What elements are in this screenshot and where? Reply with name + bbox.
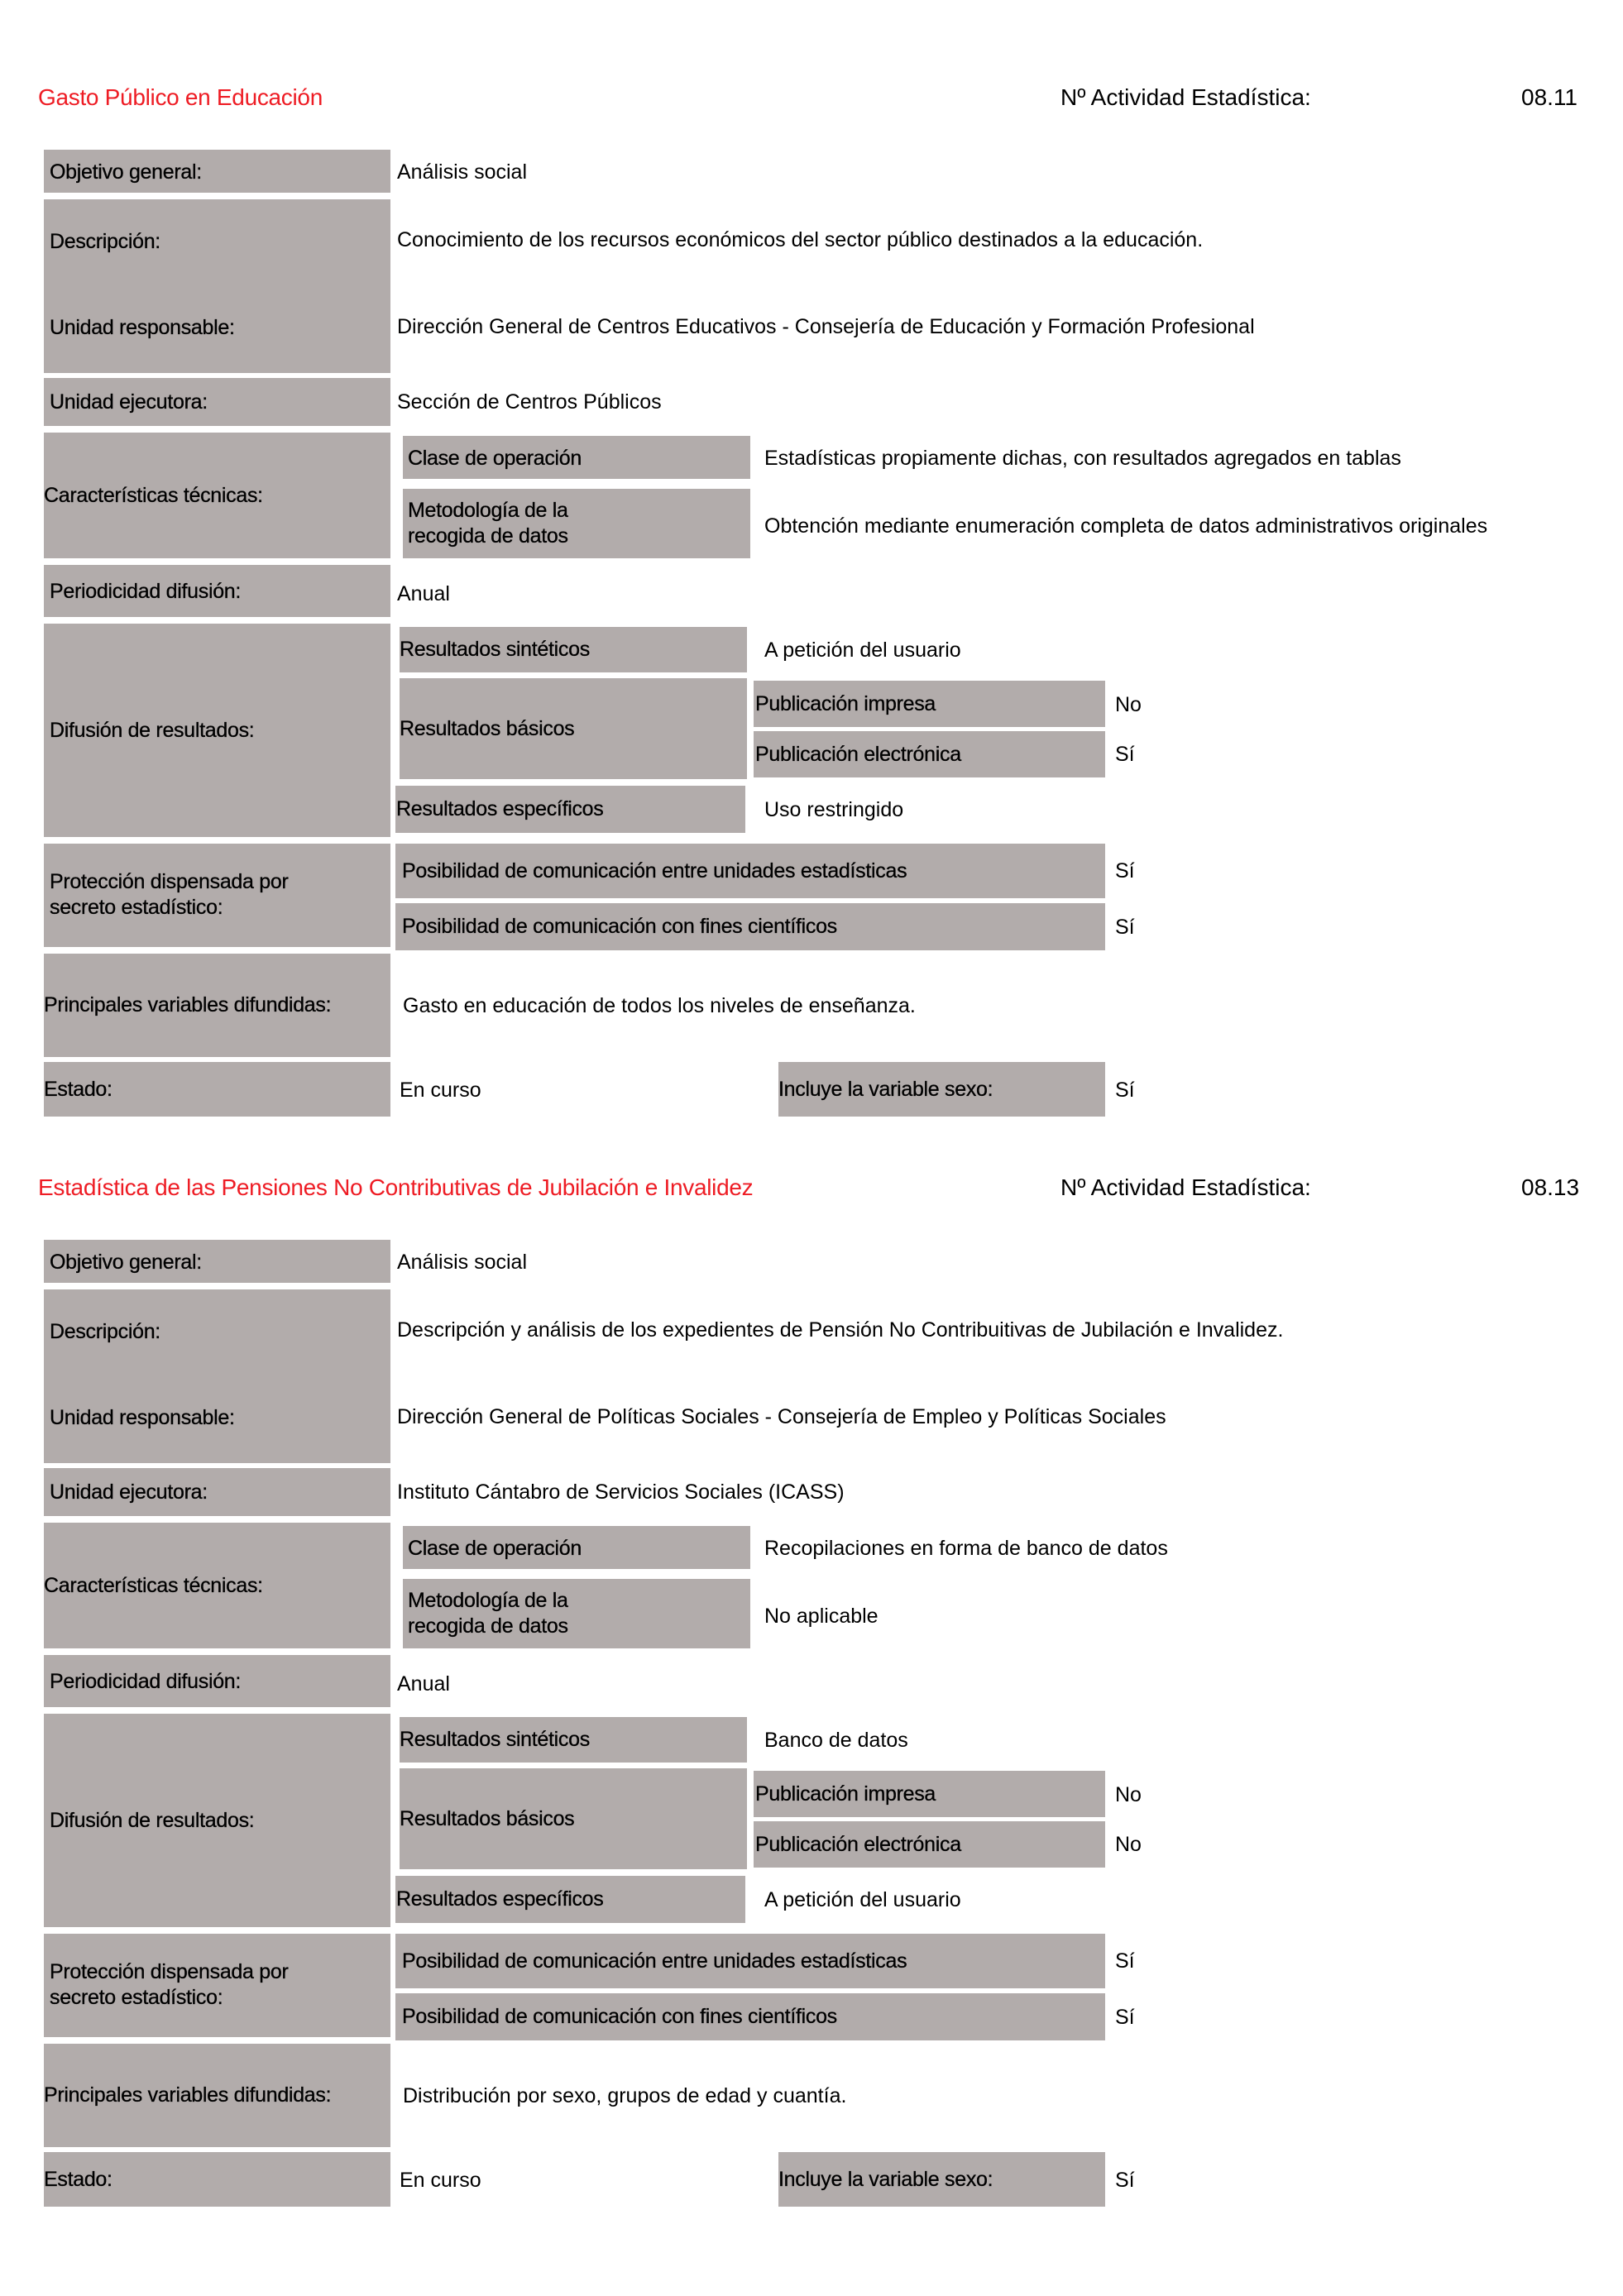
label-proteccion: Protección dispensada por secreto estadístico:	[50, 1960, 289, 2009]
label-objetivo: Objetivo general:	[50, 160, 202, 184]
label-especificos: Resultados específicos	[396, 1887, 604, 1911]
value-periodicidad: Anual	[397, 582, 450, 605]
label-difusion: Difusión de resultados:	[50, 719, 255, 742]
label-com-unidades: Posibilidad de comunicación entre unidades estadísticas	[402, 1949, 907, 1973]
value-metodologia: Obtención mediante enumeración completa de datos administrativos originales	[764, 514, 1488, 538]
label-basicos: Resultados básicos	[400, 1807, 575, 1830]
label-box	[44, 199, 390, 373]
section-title: Estadística de las Pensiones No Contributivas de Jubilación e Invalidez	[38, 1174, 754, 1200]
label-sexo: Incluye la variable sexo:	[778, 1078, 993, 1101]
label-caracteristicas: Características técnicas:	[44, 484, 263, 507]
label-pub-electronica: Publicación electrónica	[755, 743, 961, 766]
activity-number: 08.11	[1521, 84, 1578, 110]
value-unidad-responsable: Dirección General de Centros Educativos - Consejería de Educación y Formación Profesional	[397, 315, 1255, 338]
label-periodicidad: Periodicidad difusión:	[50, 580, 242, 603]
label-unidad-responsable: Unidad responsable:	[50, 316, 235, 339]
label-sexo: Incluye la variable sexo:	[778, 2168, 993, 2191]
value-sexo: Sí	[1115, 2169, 1135, 2192]
value-estado: En curso	[400, 2169, 481, 2192]
value-sinteticos: A petición del usuario	[764, 639, 961, 662]
label-periodicidad: Periodicidad difusión:	[50, 1670, 242, 1693]
label-estado: Estado:	[44, 2168, 113, 2191]
label-clase-operacion: Clase de operación	[408, 1537, 582, 1560]
label-sinteticos: Resultados sintéticos	[400, 638, 590, 661]
value-sexo: Sí	[1115, 1079, 1135, 1102]
value-metodologia: No aplicable	[764, 1605, 879, 1628]
value-clase-operacion: Estadísticas propiamente dichas, con resultados agregados en tablas	[764, 447, 1401, 470]
value-com-cientificos: Sí	[1115, 2006, 1135, 2029]
label-descripcion: Descripción:	[50, 230, 160, 253]
activity-number-label: Nº Actividad Estadística:	[1060, 84, 1311, 110]
value-especificos: Uso restringido	[764, 798, 904, 821]
activity-number: 08.13	[1521, 1174, 1580, 1200]
label-variables: Principales variables difundidas:	[44, 2083, 332, 2107]
value-variables: Gasto en educación de todos los niveles de enseñanza.	[403, 994, 916, 1017]
value-unidad-ejecutora: Sección de Centros Públicos	[397, 390, 662, 414]
value-pub-impresa: No	[1115, 693, 1142, 716]
label-unidad-ejecutora: Unidad ejecutora:	[50, 390, 208, 414]
value-com-cientificos: Sí	[1115, 916, 1135, 939]
value-pub-impresa: No	[1115, 1783, 1142, 1806]
label-com-unidades: Posibilidad de comunicación entre unidades estadísticas	[402, 859, 907, 883]
label-com-cientificos: Posibilidad de comunicación con fines científicos	[402, 2005, 837, 2028]
label-sinteticos: Resultados sintéticos	[400, 1728, 590, 1751]
value-com-unidades: Sí	[1115, 859, 1135, 883]
value-pub-electronica: Sí	[1115, 743, 1135, 766]
label-caracteristicas: Características técnicas:	[44, 1574, 263, 1597]
statistical-activity-section	[0, 1090, 1623, 2198]
label-metodologia: Metodología de la recogida de datos	[408, 499, 568, 548]
value-descripcion: Conocimiento de los recursos económicos del sector público destinados a la educación.	[397, 228, 1204, 251]
value-especificos: A petición del usuario	[764, 1888, 961, 1911]
label-basicos: Resultados básicos	[400, 717, 575, 740]
label-variables: Principales variables difundidas:	[44, 993, 332, 1016]
section-title: Gasto Público en Educación	[38, 84, 323, 110]
activity-number-label: Nº Actividad Estadística:	[1060, 1174, 1311, 1200]
label-descripcion: Descripción:	[50, 1320, 160, 1343]
value-unidad-ejecutora: Instituto Cántabro de Servicios Sociales (ICASS)	[397, 1480, 845, 1504]
label-pub-electronica: Publicación electrónica	[755, 1833, 961, 1856]
statistical-activity-section	[0, 0, 1623, 1108]
value-estado: En curso	[400, 1079, 481, 1102]
value-unidad-responsable: Dirección General de Políticas Sociales - Consejería de Empleo y Políticas Sociales	[397, 1405, 1166, 1428]
label-box	[44, 1289, 390, 1463]
label-difusion: Difusión de resultados:	[50, 1809, 255, 1832]
label-pub-impresa: Publicación impresa	[755, 692, 936, 715]
label-com-cientificos: Posibilidad de comunicación con fines científicos	[402, 915, 837, 938]
value-objetivo: Análisis social	[397, 1251, 528, 1274]
label-estado: Estado:	[44, 1078, 113, 1101]
label-objetivo: Objetivo general:	[50, 1251, 202, 1274]
label-clase-operacion: Clase de operación	[408, 447, 582, 470]
label-especificos: Resultados específicos	[396, 797, 604, 820]
value-periodicidad: Anual	[397, 1672, 450, 1696]
label-metodologia: Metodología de la recogida de datos	[408, 1589, 568, 1638]
label-pub-impresa: Publicación impresa	[755, 1782, 936, 1806]
value-com-unidades: Sí	[1115, 1949, 1135, 1973]
label-unidad-responsable: Unidad responsable:	[50, 1406, 235, 1429]
label-unidad-ejecutora: Unidad ejecutora:	[50, 1480, 208, 1504]
value-clase-operacion: Recopilaciones en forma de banco de datos	[764, 1537, 1168, 1560]
value-sinteticos: Banco de datos	[764, 1729, 908, 1752]
label-proteccion: Protección dispensada por secreto estadístico:	[50, 870, 289, 919]
value-objetivo: Análisis social	[397, 160, 528, 184]
value-descripcion: Descripción y análisis de los expedientes de Pensión No Contribuitivas de Jubilación e Invalidez.	[397, 1318, 1284, 1342]
value-variables: Distribución por sexo, grupos de edad y cuantía.	[403, 2084, 847, 2107]
value-pub-electronica: No	[1115, 1833, 1142, 1856]
